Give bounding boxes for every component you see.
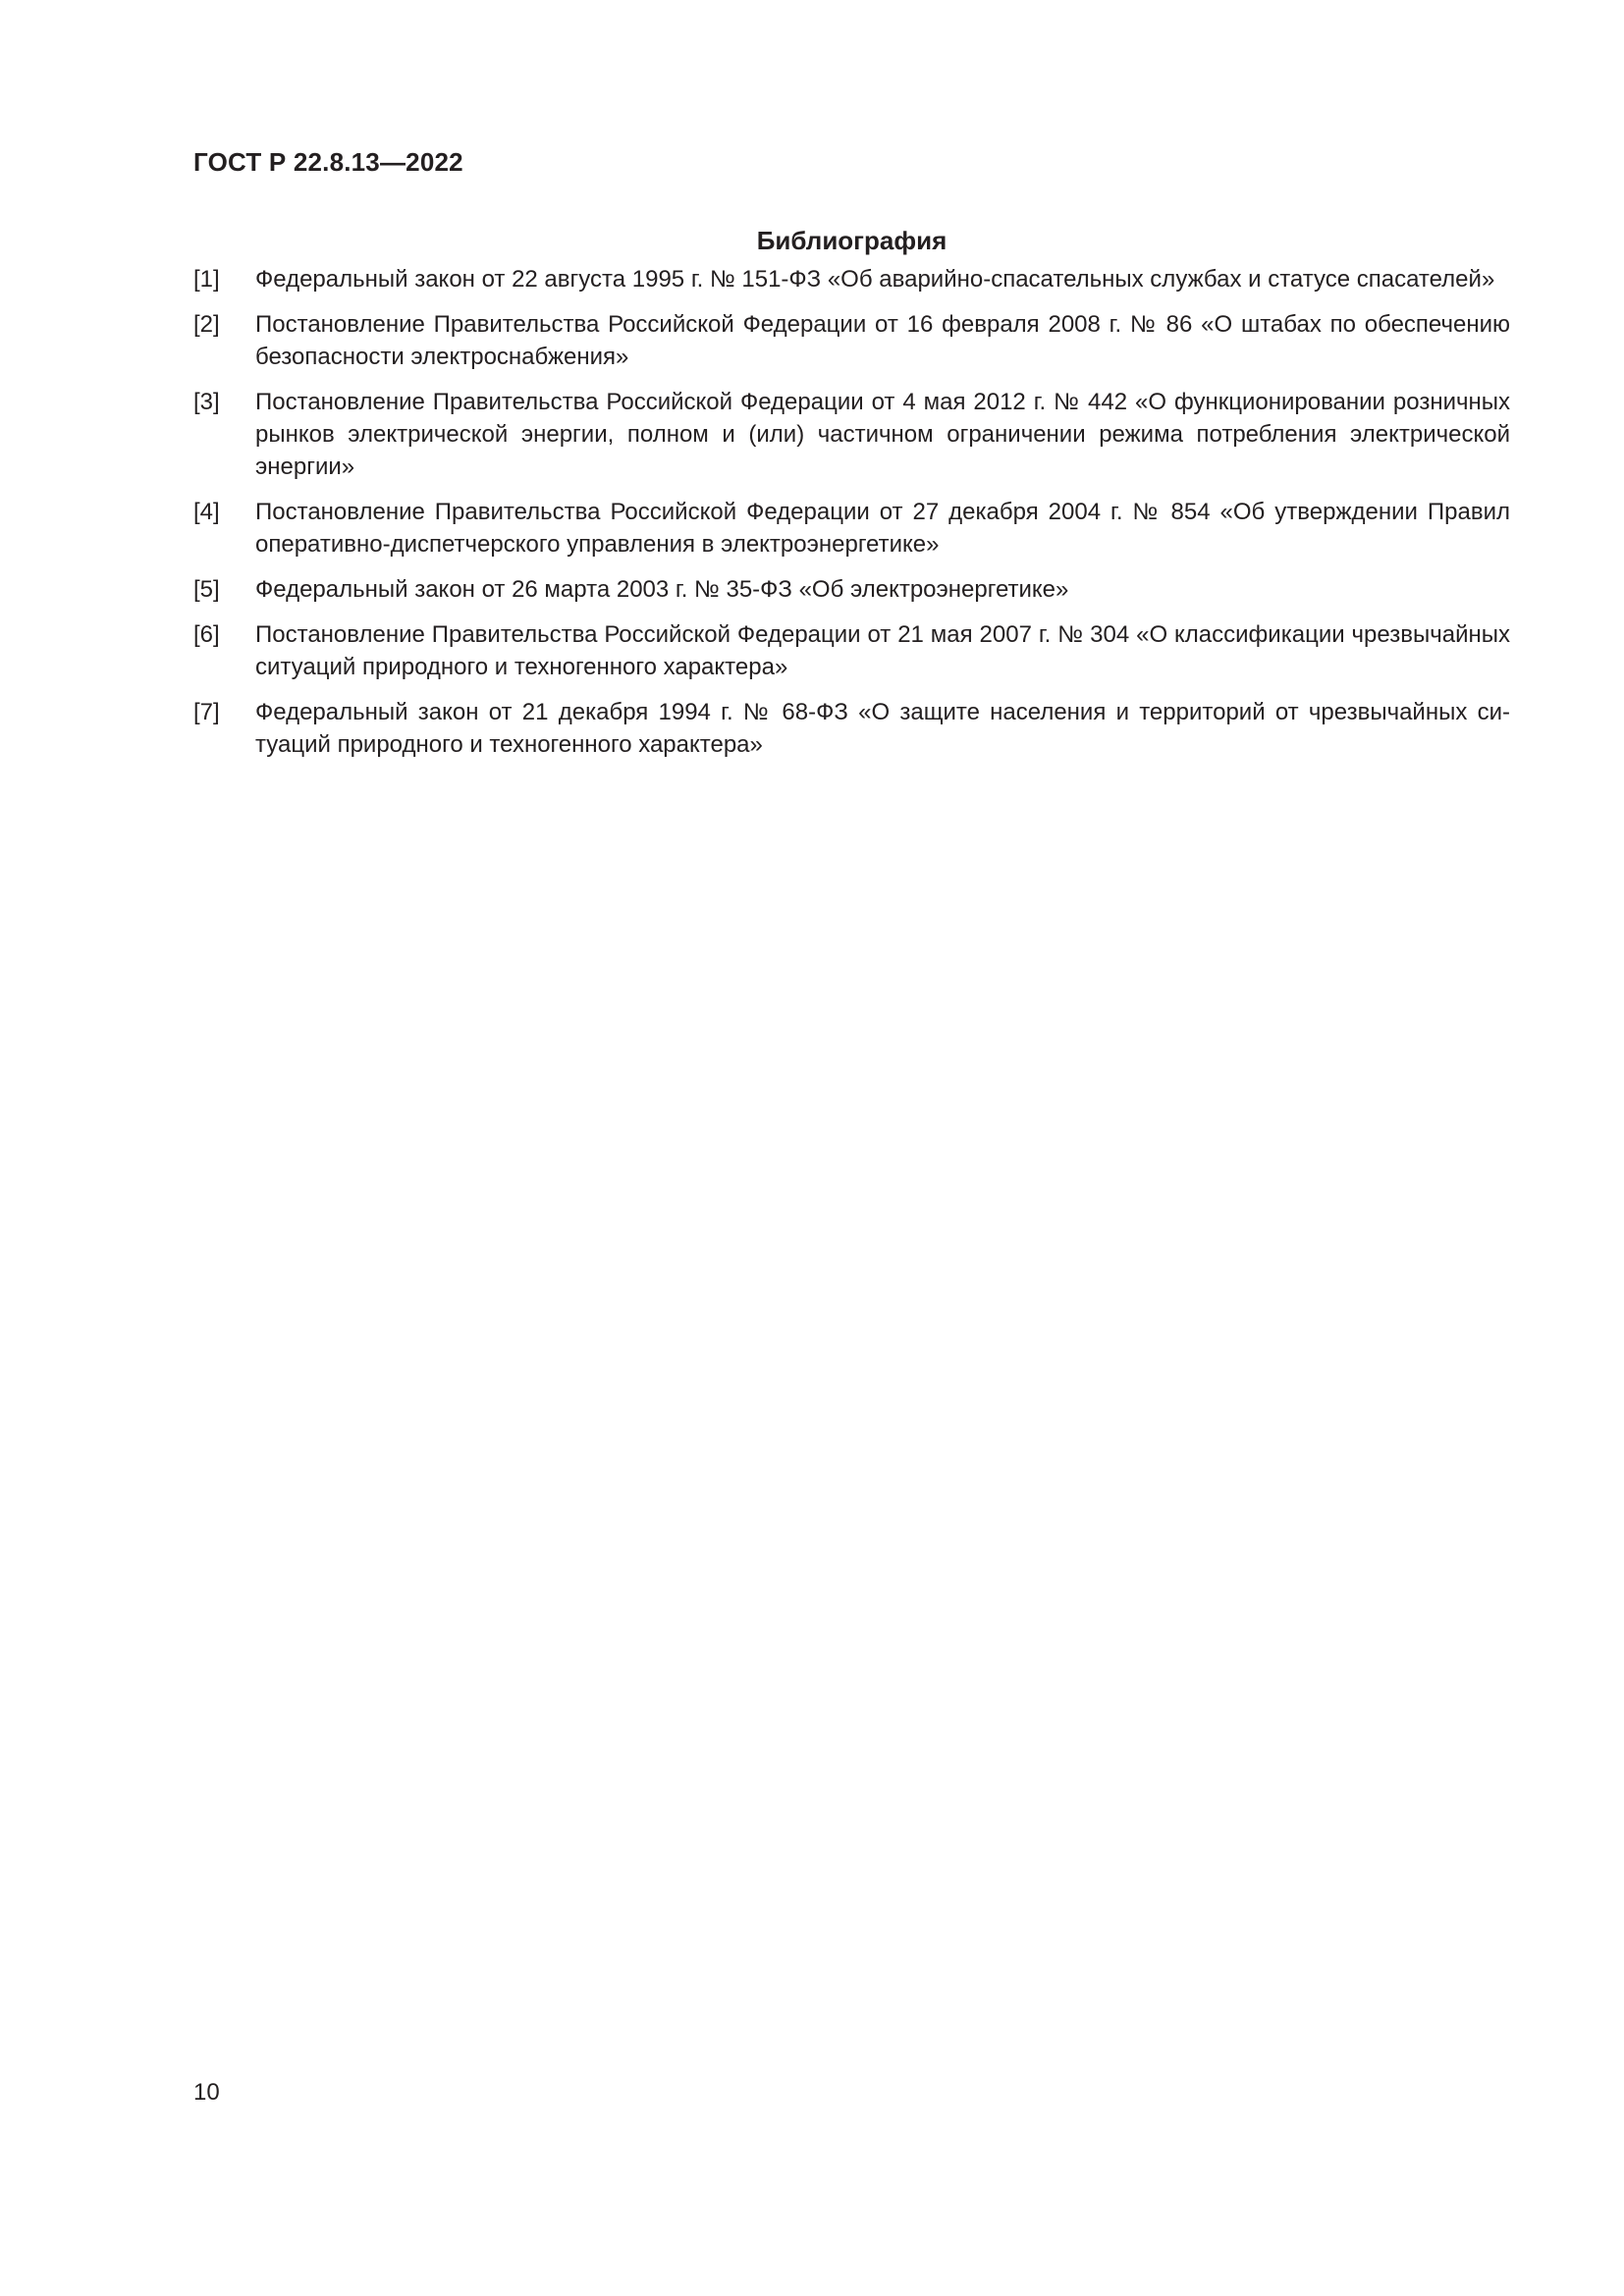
entry-number: [6]: [193, 621, 220, 648]
bibliography-entry-4: [193, 496, 1510, 561]
entry-text: Постановление Правительства Российской Федерации от 16 февраля 2008 г. № 86 «О штабах по обеспечению безопасности электроснабжения»: [255, 311, 1510, 370]
entry-text: Постановление Правительства Российской Федерации от 27 декабря 2004 г. № 854 «Об утверждении Правил оперативно-диспетчерского управления в электроэнергетике»: [255, 499, 1510, 558]
bibliography-entry-7: [193, 696, 1510, 761]
entry-number: [3]: [193, 389, 220, 415]
entry-text: Постановление Правительства Российской Федерации от 4 мая 2012 г. № 442 «О функционировании розничных рынков электрической энергии, полном и (или) частичном ограничении режима потребления электрической энергии»: [255, 389, 1510, 480]
entry-text: Постановление Правительства Российской Федерации от 21 мая 2007 г. № 304 «О классификации чрезвычайных ситуаций природного и техногенного характера»: [255, 621, 1510, 680]
bibliography-entry-1: [193, 263, 1510, 295]
section-title: Библиография: [756, 226, 947, 255]
page-number: 10: [193, 2079, 220, 2106]
entry-text: Федеральный закон от 22 августа 1995 г. № 151-ФЗ «Об аварийно-спасательных службах и статусе спасателей»: [255, 266, 1495, 293]
bibliography-entry-5: [193, 573, 1510, 606]
bibliography-entry-6: [193, 618, 1510, 683]
entry-number: [4]: [193, 499, 220, 525]
entry-number: [2]: [193, 311, 220, 338]
entry-text: Федеральный закон от 21 декабря 1994 г. № 68-ФЗ «О защите населения и территорий от чрезвычайных ситуаций природного и техногенного характера»: [255, 699, 1510, 758]
document-code: ГОСТ Р 22.8.13—2022: [193, 147, 463, 177]
entry-number: [5]: [193, 576, 220, 603]
entry-number: [1]: [193, 266, 220, 293]
bibliography-entry-2: [193, 308, 1510, 373]
bibliography-entry-3: [193, 386, 1510, 483]
entry-number: [7]: [193, 699, 220, 725]
bibliography-list: [193, 263, 1510, 774]
entry-text: Федеральный закон от 26 марта 2003 г. № 35-ФЗ «Об электроэнергетике»: [255, 576, 1069, 603]
